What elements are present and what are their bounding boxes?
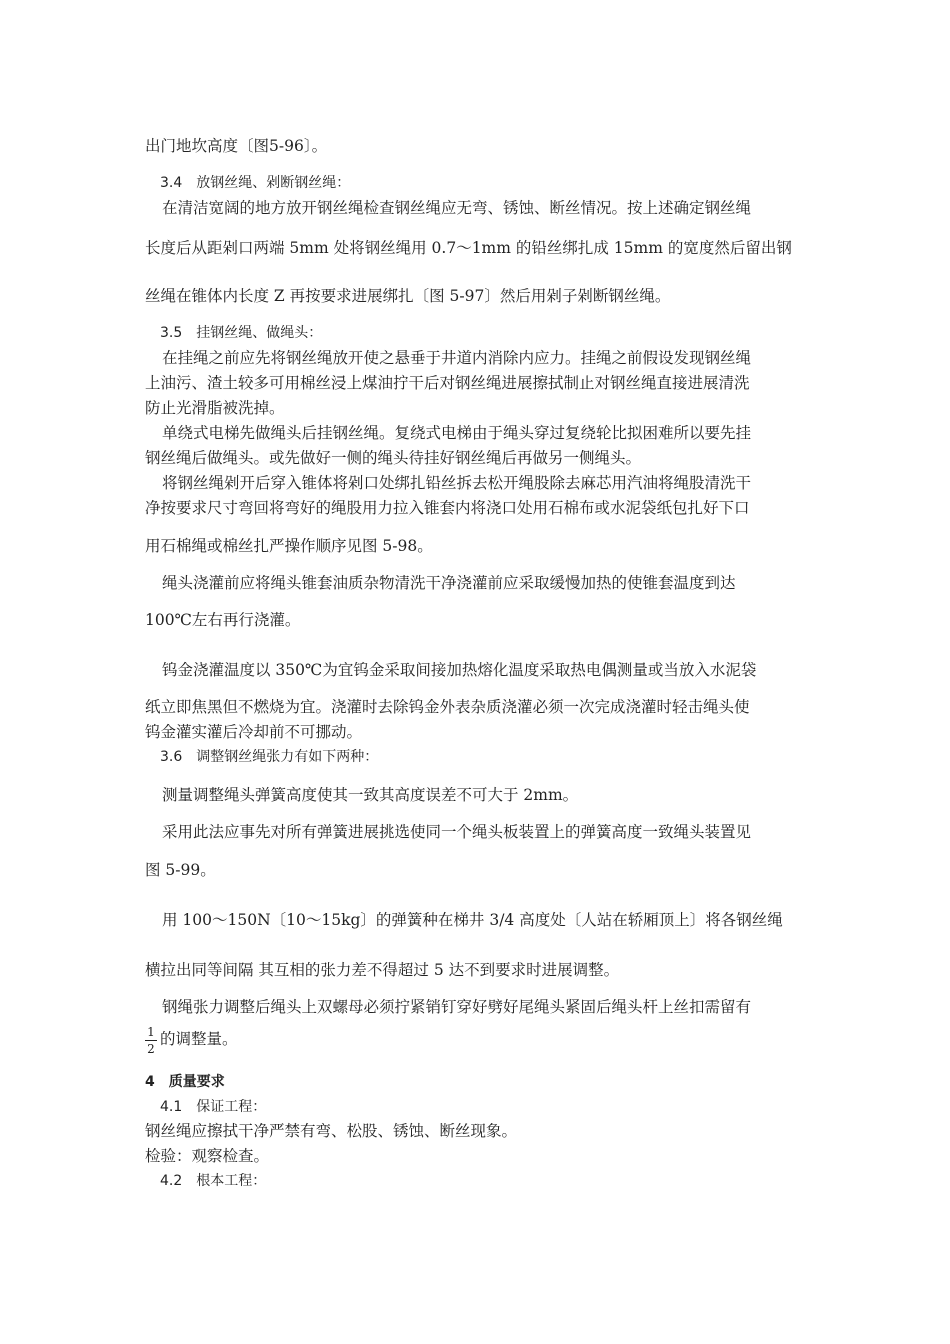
text-line: 净按要求尺寸弯回将弯好的绳股用力拉入锥套内将浇口处用石棉布或水泥袋纸包扎好下口 xyxy=(145,499,750,517)
text-line: 防止光滑脂被洗掉。 xyxy=(145,399,285,417)
text-line: 钢丝绳后做绳头。或先做好一侧的绳头待挂好钢丝绳后再做另一侧绳头。 xyxy=(145,449,642,467)
text-line: 用 100～150N〔10～15kg〕的弹簧种在梯井 3/4 高度处〔人站在轿厢顶上〕将各钢丝绳 xyxy=(162,911,783,929)
text-line: 丝绳在锥体内长度 Z 再按要求进展绑扎〔图 5-97〕然后用剁子剁断钢丝绳。 xyxy=(145,287,671,305)
section-heading-3-4: 3.4 放钢丝绳、剁断钢丝绳： xyxy=(160,175,351,191)
text-line: 横拉出同等间隔 其互相的张力差不得超过 5 达不到要求时进展调整。 xyxy=(145,961,620,979)
text-line: 在挂绳之前应先将钢丝绳放开使之悬垂于井道内消除内应力。挂绳之前假设发现钢丝绳 xyxy=(162,349,752,367)
text-line: 钢丝绳应擦拭干净严禁有弯、松股、锈蚀、断丝现象。 xyxy=(145,1122,518,1140)
section-heading-4-1: 4.1 保证工程： xyxy=(160,1099,267,1115)
fraction-denominator: 2 xyxy=(147,1042,155,1056)
text-line: 100℃左右再行浇灌。 xyxy=(145,611,301,629)
section-heading-4: 4 质量要求 xyxy=(145,1074,225,1090)
text-line: 钢绳张力调整后绳头上双螺母必须拧紧销钉穿好劈好尾绳头紧固后绳头杆上丝扣需留有 xyxy=(162,998,752,1016)
section-heading-3-5: 3.5 挂钢丝绳、做绳头： xyxy=(160,325,323,341)
text-line: 纸立即焦黑但不燃烧为宜。浇灌时去除钨金外表杂质浇灌必须一次完成浇灌时轻击绳头使 xyxy=(145,698,750,716)
text-line: 图 5-99。 xyxy=(145,861,216,879)
fraction-numerator: 1 xyxy=(147,1025,155,1039)
text-line: 长度后从距剁口两端 5mm 处将钢丝绳用 0.7～1mm 的铅丝绑扎成 15mm 的宽度然后留出钢 xyxy=(145,239,792,257)
text-line: 测量调整绳头弹簧高度使其一致其高度误差不可大于 2mm。 xyxy=(162,786,579,804)
text-line: 采用此法应事先对所有弹簧进展挑选使同一个绳头板装置上的弹簧高度一致绳头装置见 xyxy=(162,823,752,841)
section-heading-3-6: 3.6 调整钢丝绳张力有如下两种： xyxy=(160,749,379,765)
text-line: 检验：观察检查。 xyxy=(145,1147,270,1165)
text-line: 的调整量。 xyxy=(160,1030,238,1048)
text-line: 钨金浇灌温度以 350℃为宜钨金采取间接加热熔化温度采取热电偶测量或当放入水泥袋 xyxy=(162,661,757,679)
text-line: 单绕式电梯先做绳头后挂钢丝绳。复绕式电梯由于绳头穿过复绕轮比拟困难所以要先挂 xyxy=(162,424,752,442)
text-line: 出门地坎高度〔图5-96〕。 xyxy=(145,137,328,155)
text-line: 上油污、渣土较多可用棉丝浸上煤油拧干后对钢丝绳进展擦拭制止对钢丝绳直接进展清洗 xyxy=(145,374,750,392)
text-line: 用石棉绳或棉丝扎严操作顺序见图 5-98。 xyxy=(145,537,433,555)
text-line: 绳头浇灌前应将绳头锥套油质杂物清洗干净浇灌前应采取缓慢加热的使锥套温度到达 xyxy=(162,574,736,592)
section-heading-4-2: 4.2 根本工程： xyxy=(160,1173,267,1189)
fraction-one-half xyxy=(145,1025,157,1056)
text-line: 钨金灌实灌后冷却前不可挪动。 xyxy=(145,723,363,741)
fraction-bar xyxy=(145,1040,157,1041)
text-line: 将钢丝绳剁开后穿入锥体将剁口处绑扎铅丝拆去松开绳股除去麻芯用汽油将绳股清洗干 xyxy=(162,474,752,492)
text-line: 在清洁宽阔的地方放开钢丝绳检查钢丝绳应无弯、锈蚀、断丝情况。按上述确定钢丝绳 xyxy=(162,199,752,217)
